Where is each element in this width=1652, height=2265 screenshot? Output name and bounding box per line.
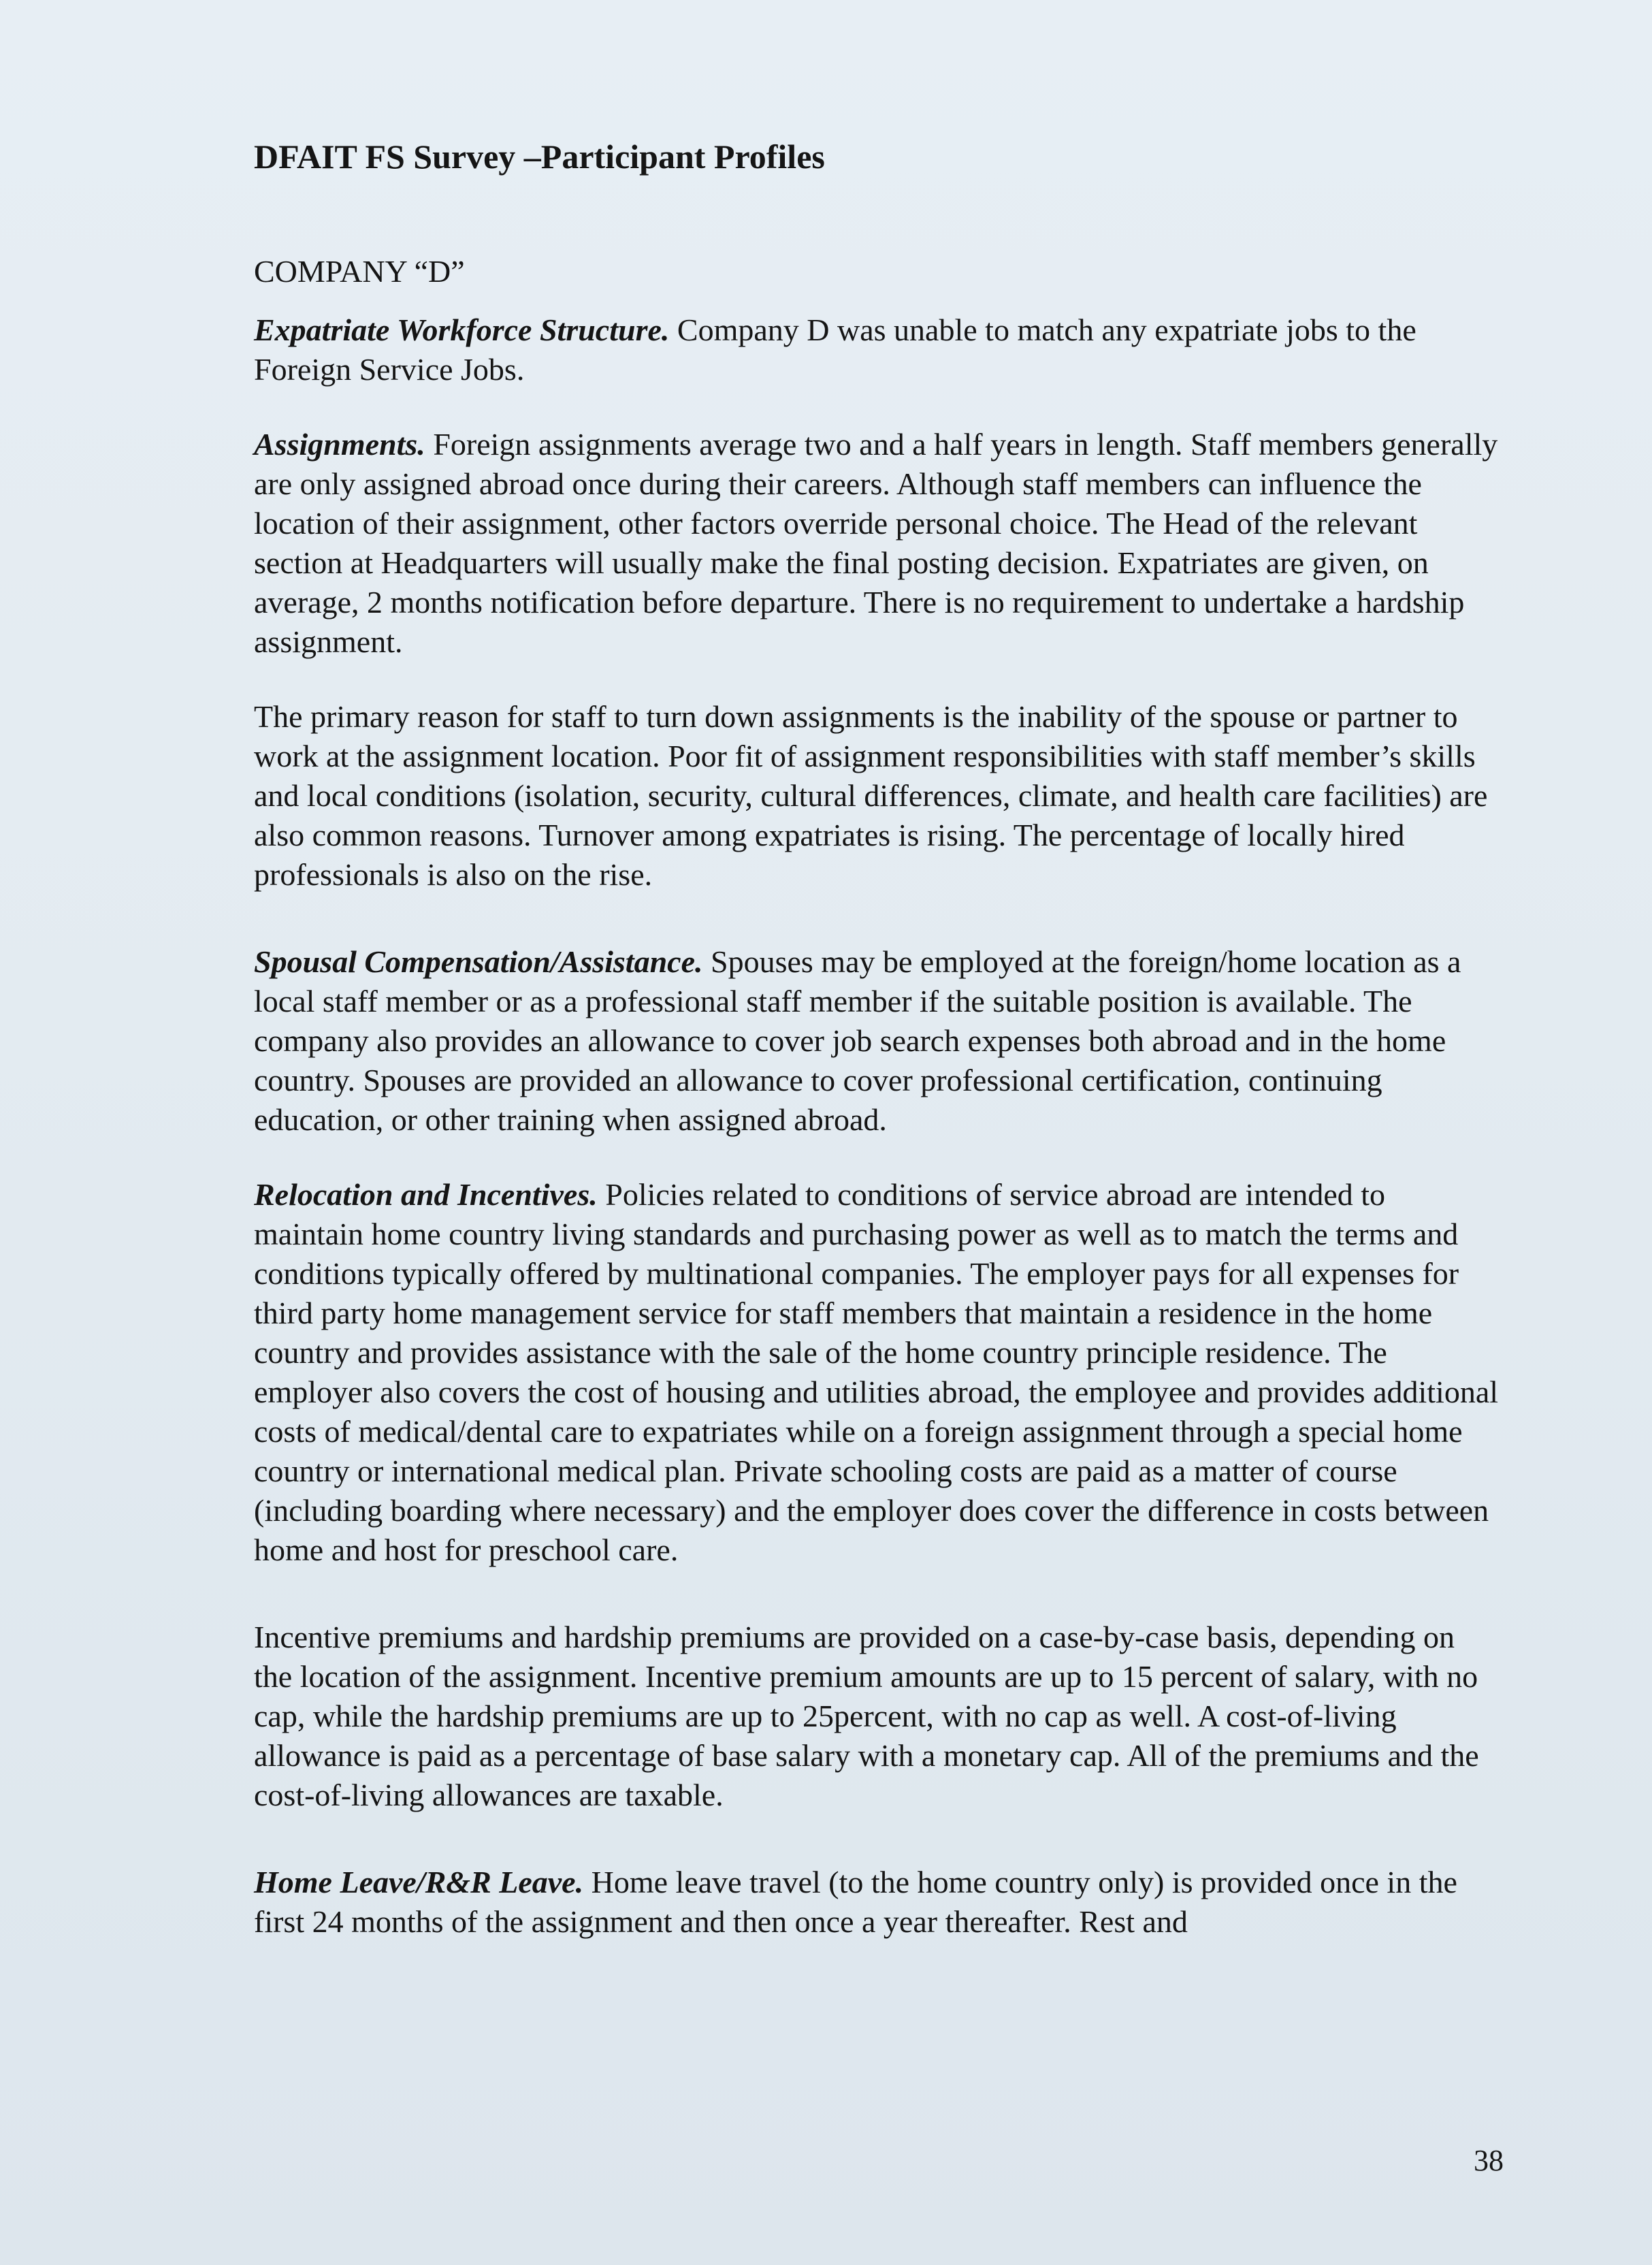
- page-content: [254, 136, 1500, 1942]
- section-text: Spouses may be employed at the foreign/home location as a local staff member or as a professional staff member if the suitable position is available. The company also provides an allowance to cover job search expenses both abroad and in the home country. Spouses are provided an allowance to cover professional certification, continuing education, or other training when assigned abroad.: [254, 944, 1461, 1137]
- section-text: Home leave travel (to the home country only) is provided once in the first 24 months of the assignment and then once a year thereafter. Rest and: [254, 1865, 1457, 1939]
- section-assignments: [254, 425, 1500, 662]
- section-heading: Assignments.: [254, 427, 425, 462]
- section-text: Policies related to conditions of service abroad are intended to maintain home country living standards and purchasing power as well as to match the terms and conditions typically offered by multinational companies. The employer pays for all expenses for third party home management service for staff members that maintain a residence in the home country and provides assistance with the sale of the home country principle residence. The employer also covers the cost of housing and utilities abroad, the employee and provides additional costs of medical/dental care to expatriates while on a foreign assignment through a special home country or international medical plan. Private schooling costs are paid as a matter of course (including boarding where necessary) and the employer does cover the difference in costs between home and host for preschool care.: [254, 1177, 1499, 1567]
- page-number: 38: [1474, 2144, 1504, 2177]
- section-heading: Expatriate Workforce Structure.: [254, 312, 670, 347]
- section-text: Company D was unable to match any expatriate jobs to the Foreign Service Jobs.: [254, 312, 1416, 387]
- section-heading: Relocation and Incentives.: [254, 1177, 598, 1212]
- paragraph-turn-down-reasons: [254, 697, 1500, 895]
- page-title: DFAIT FS Survey –Participant Profiles: [254, 138, 825, 176]
- section-relocation-and-incentives: [254, 1175, 1500, 1570]
- section-home-leave-rr-leave: [254, 1863, 1500, 1942]
- section-spousal-compensation-assistance: [254, 942, 1500, 1140]
- paragraph-text: The primary reason for staff to turn down assignments is the inability of the spouse or partner to work at the assignment location. Poor fit of assignment responsibilities with staff member’s skills and local conditions (isolation, security, cultural differences, climate, and health care facilities) are also common reasons. Turnover among expatriates is rising. The percentage of locally hired professionals is also on the rise.: [254, 699, 1488, 892]
- company-label: COMPANY “D”: [254, 254, 465, 289]
- paragraph-incentive-premiums: [254, 1618, 1500, 1815]
- section-heading: Home Leave/R&R Leave.: [254, 1865, 584, 1899]
- section-text: Foreign assignments average two and a half years in length. Staff members generally are only assigned abroad once during their careers. Although staff members can influence the location of their assignment, other factors override personal choice. The Head of the relevant section at Headquarters will usually make the final posting decision. Expatriates are given, on average, 2 months notification before departure. There is no requirement to undertake a hardship assignment.: [254, 427, 1498, 659]
- section-heading: Spousal Compensation/Assistance.: [254, 944, 703, 979]
- section-expatriate-workforce-structure: [254, 310, 1500, 389]
- paragraph-text: Incentive premiums and hardship premiums are provided on a case-by-case basis, depending on the location of the assignment. Incentive premium amounts are up to 15 percent of salary, with no cap, while the hardship premiums are up to 25percent, with no cap as well. A cost-of-living allowance is paid as a percentage of base salary with a monetary cap. All of the premiums and the cost-of-living allowances are taxable.: [254, 1620, 1479, 1812]
